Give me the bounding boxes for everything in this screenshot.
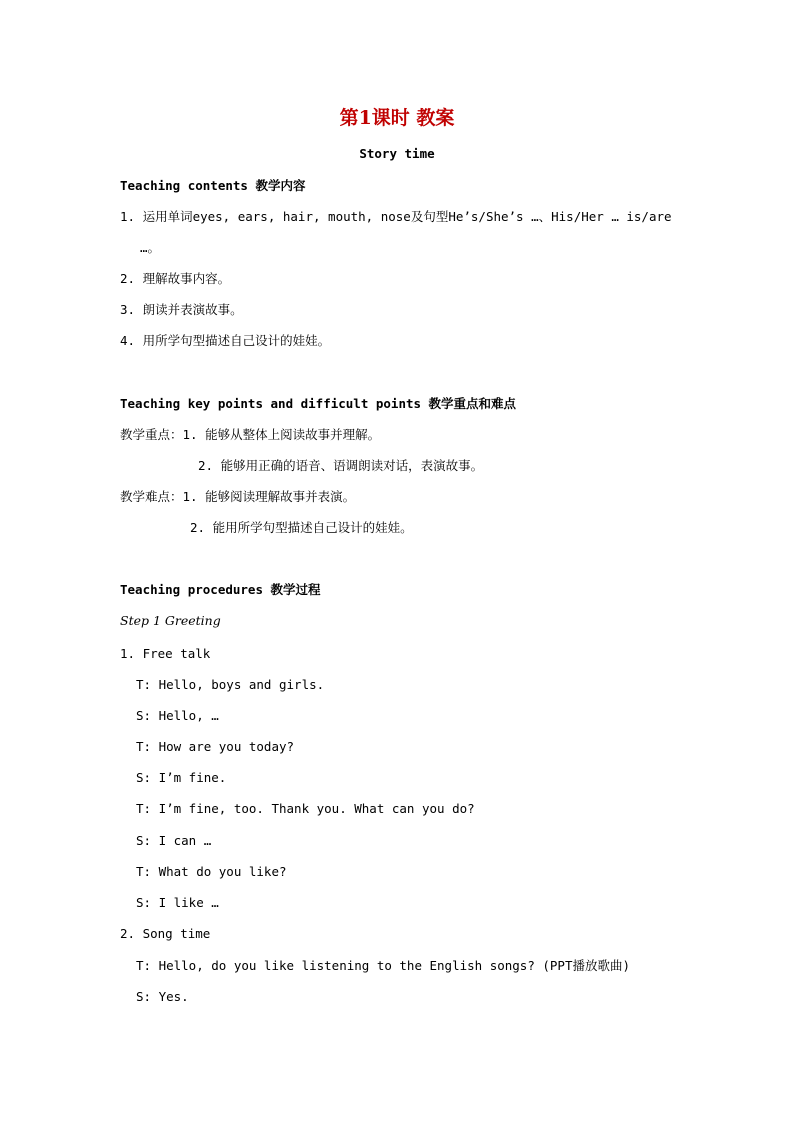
step-heading: Step 1 Greeting (120, 613, 221, 628)
procedures-heading: Teaching procedures 教学过程 (120, 582, 321, 597)
dialogue-line: T: Hello, boys and girls. (136, 677, 325, 692)
contents-item: 2. 理解故事内容。 (120, 271, 231, 286)
activity-heading: 2. Song time (120, 926, 211, 941)
dialogue-line: S: I’m fine. (136, 770, 227, 785)
dialogue-line: S: Hello, … (136, 708, 219, 723)
difficult-point-item: 2. 能用所学句型描述自己设计的娃娃。 (190, 520, 413, 535)
keypoint-item: 教学重点：1. 能够从整体上阅读故事并理解。 (120, 427, 381, 442)
dialogue-line: T: How are you today? (136, 739, 295, 754)
dialogue-line: T: What do you like? (136, 864, 287, 879)
contents-item-continuation: …。 (140, 240, 161, 255)
contents-heading: Teaching contents 教学内容 (120, 178, 306, 193)
dialogue-line: T: I’m fine, too. Thank you. What can you do? (136, 801, 475, 816)
dialogue-line: S: I can … (136, 833, 212, 848)
keypoints-heading: Teaching key points and difficult points 教学重点和难点 (120, 396, 517, 411)
dialogue-line: S: I like … (136, 895, 219, 910)
contents-item: 1. 运用单词eyes, ears, hair, mouth, nose及句型He’s/She’s …、His/Her … is/are (120, 209, 672, 224)
page-subtitle: Story time (359, 146, 435, 161)
page-title: 第1课时 教案 (339, 107, 455, 129)
contents-item: 4. 用所学句型描述自己设计的娃娃。 (120, 333, 331, 348)
dialogue-line: S: Yes. (136, 989, 189, 1004)
contents-item: 3. 朗读并表演故事。 (120, 302, 243, 317)
dialogue-line: T: Hello, do you like listening to the English songs? (PPT播放歌曲) (136, 958, 631, 973)
activity-heading: 1. Free talk (120, 646, 211, 661)
difficult-point-item: 教学难点：1. 能够阅读理解故事并表演。 (120, 489, 356, 504)
keypoint-item: 2. 能够用正确的语音、语调朗读对话，表演故事。 (198, 458, 484, 473)
